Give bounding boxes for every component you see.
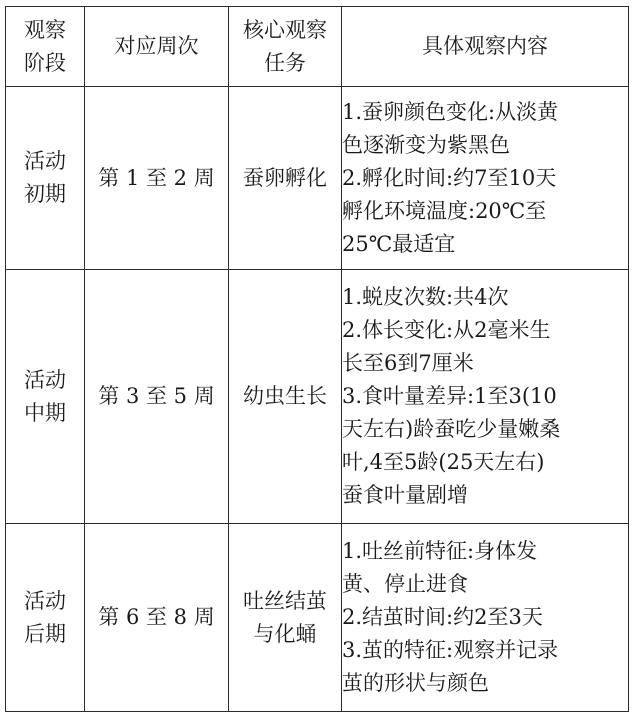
table-row [6, 524, 629, 712]
detail-line: 黄、停止进食 [342, 572, 468, 596]
header-task-line-2: 任务 [264, 50, 306, 75]
silkworm-observation-table [5, 6, 629, 712]
detail-line: 3.食叶量差异:1至3(10 [342, 384, 557, 408]
task-cell [229, 270, 342, 524]
stage-line-1: 活动 [24, 367, 66, 392]
stage-cell [6, 87, 85, 270]
stage-cell [6, 270, 85, 524]
detail-line: 1.蚕卵颜色变化:从淡黄 [342, 99, 559, 124]
header-stage [6, 7, 85, 87]
detail-line: 1.蜕皮次数:共4次 [342, 285, 509, 309]
header-weeks-line-1: 对应周次 [114, 34, 199, 58]
weeks-text: 第 3 至 5 周 [98, 384, 215, 408]
detail-line: 2.孵化时间:约7至10天 [342, 165, 557, 190]
detail-line: 孵化环境温度:20℃至 [342, 198, 547, 223]
stage-line-2: 后期 [24, 621, 66, 646]
table-row [6, 270, 629, 524]
detail-line: 25℃最适宜 [342, 231, 456, 256]
details-cell [342, 270, 629, 524]
stage-line-2: 初期 [24, 182, 66, 206]
task-cell [229, 524, 342, 712]
detail-line: 叶,4至5龄(25天左右) [342, 450, 545, 474]
task-line-1: 幼虫生长 [243, 384, 327, 408]
detail-line: 长至6到7厘米 [342, 351, 474, 375]
detail-line: 色逐渐变为紫黑色 [342, 132, 510, 157]
header-details-line-1: 具体观察内容 [422, 34, 548, 58]
task-line-1: 蚕卵孵化 [243, 165, 327, 190]
detail-line: 2.体长变化:从2毫米生 [342, 318, 551, 342]
weeks-cell [85, 524, 229, 712]
header-task [229, 7, 342, 87]
weeks-cell [85, 270, 229, 524]
stage-cell [6, 524, 85, 712]
details-cell [342, 524, 629, 712]
table-header-row [6, 7, 629, 87]
stage-line-1: 活动 [24, 149, 66, 173]
header-task-line-1: 核心观察 [243, 17, 327, 42]
header-stage-line-1: 观察 [24, 17, 66, 42]
task-line-1: 吐丝结茧 [243, 588, 327, 613]
detail-line: 1.吐丝前特征:身体发 [342, 539, 538, 563]
task-line-2: 与化蛹 [253, 621, 317, 646]
detail-line: 蚕食叶量剧增 [342, 483, 468, 507]
stage-line-2: 中期 [24, 400, 66, 425]
header-details [342, 7, 629, 87]
header-stage-line-2: 阶段 [24, 50, 66, 75]
weeks-text: 第 6 至 8 周 [98, 605, 215, 629]
weeks-cell [85, 87, 229, 270]
observation-table-wrapper [5, 6, 629, 712]
details-cell [342, 87, 629, 270]
header-weeks [85, 7, 229, 87]
detail-line: 天左右)龄蚕吃少量嫩桑 [342, 417, 561, 441]
detail-line: 茧的形状与颜色 [342, 671, 489, 695]
weeks-text: 第 1 至 2 周 [98, 165, 215, 190]
stage-line-1: 活动 [24, 588, 66, 613]
table-row [6, 87, 629, 270]
detail-line: 2.结茧时间:约2至3天 [342, 605, 543, 629]
detail-line: 3.茧的特征:观察并记录 [342, 638, 559, 662]
task-cell [229, 87, 342, 270]
